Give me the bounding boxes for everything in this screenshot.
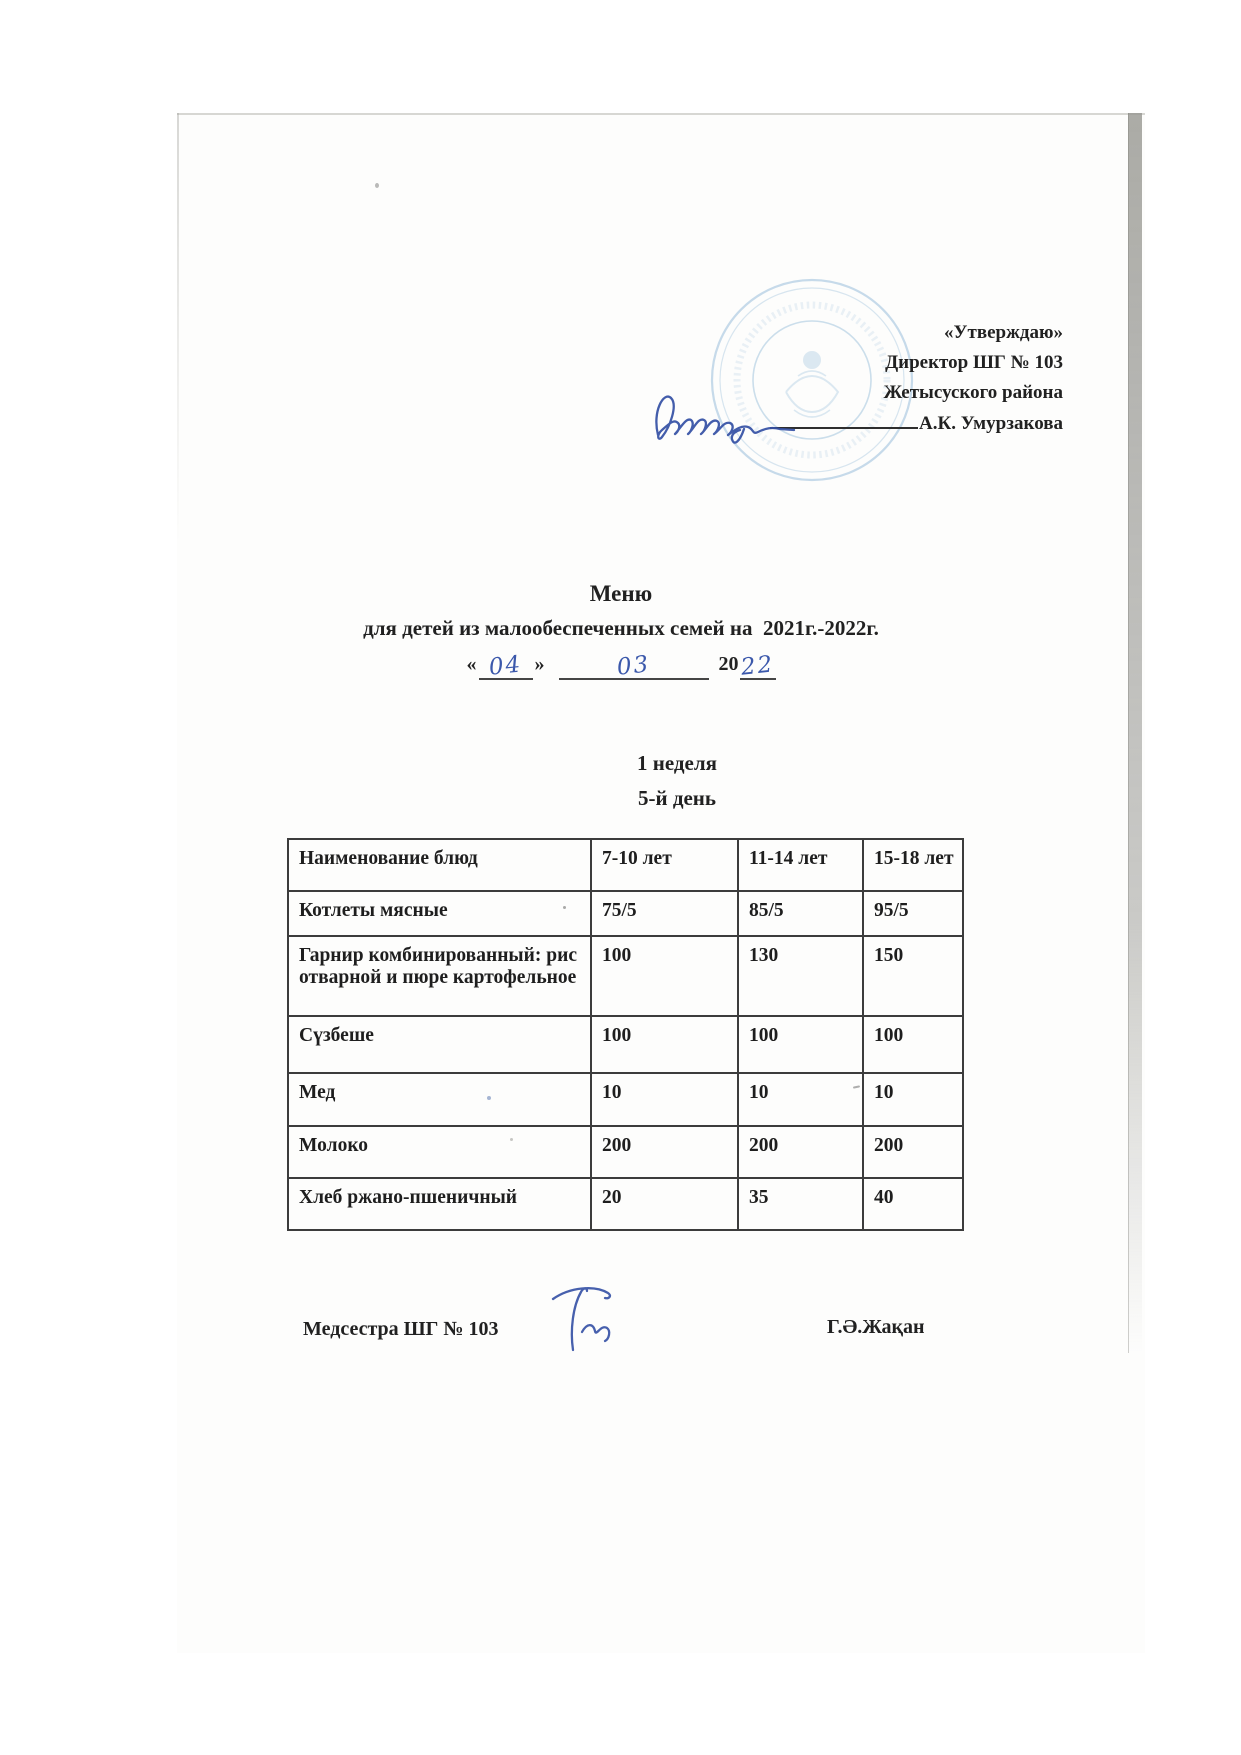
year-blank (739, 651, 776, 681)
table-row (288, 1073, 963, 1126)
table-row (288, 1016, 963, 1073)
value-cell: 150 (863, 936, 963, 1016)
nurse-signature (540, 1282, 630, 1357)
document-page (177, 113, 1145, 1653)
dish-cell: Мед (288, 1073, 591, 1126)
value-cell: 100 (591, 936, 738, 1016)
noise-speck (563, 906, 566, 909)
page-top-edge (177, 113, 1145, 115)
value-cell: 200 (738, 1126, 863, 1178)
day-blank (479, 651, 533, 681)
approval-line-director: Директор ШГ № 103 (885, 352, 1063, 373)
signature-underline (770, 408, 918, 429)
table-header-row (288, 839, 963, 891)
approval-block (770, 318, 1063, 439)
dish-cell: Гарнир комбинированный: рис отварной и пюре картофельное (288, 936, 591, 1016)
dish-cell: Хлеб ржано-пшеничный (288, 1178, 591, 1230)
value-cell: 75/5 (591, 891, 738, 936)
value-cell: 100 (863, 1016, 963, 1073)
value-cell: 10 (738, 1073, 863, 1126)
open-quote: « (466, 653, 477, 675)
table-row (288, 891, 963, 936)
table-row (288, 1126, 963, 1178)
noise-speck (487, 1096, 491, 1100)
value-cell: 200 (591, 1126, 738, 1178)
value-cell: 100 (591, 1016, 738, 1073)
table-row (288, 1178, 963, 1230)
value-cell: 200 (863, 1126, 963, 1178)
nurse-role: Медсестра ШГ № 103 (303, 1318, 499, 1340)
column-header-15-18: 15-18 лет (863, 839, 963, 891)
date-line (177, 653, 1065, 680)
dish-cell: Котлеты мясные (288, 891, 591, 936)
handwritten-year: 22 (739, 651, 776, 681)
table-row (288, 936, 963, 1016)
signatory-name: А.К. Умурзакова (919, 413, 1063, 434)
column-header-11-14: 11-14 лет (738, 839, 863, 891)
value-cell: 10 (863, 1073, 963, 1126)
value-cell: 130 (738, 936, 863, 1016)
page-edge-shadow (1128, 113, 1142, 1353)
column-header-dish: Наименование блюд (288, 839, 591, 891)
approval-line-approved: «Утверждаю» (944, 322, 1063, 343)
year-prefix: 20 (718, 653, 739, 675)
value-cell: 10 (591, 1073, 738, 1126)
approval-signature-line (770, 408, 1063, 439)
dish-cell: Молоко (288, 1126, 591, 1178)
handwritten-day: 04 (487, 651, 524, 681)
title-block (177, 581, 1065, 680)
doc-subtitle: для детей из малообеспеченных семей на 2021г.-2022г. (363, 616, 879, 640)
column-header-7-10: 7-10 лет (591, 839, 738, 891)
value-cell: 95/5 (863, 891, 963, 936)
approval-line-district: Жетысуского района (883, 382, 1063, 403)
month-blank (559, 651, 709, 681)
nurse-name: Г.Ә.Жақан (827, 1316, 925, 1338)
value-cell: 20 (591, 1178, 738, 1230)
noise-speck (375, 183, 379, 188)
value-cell: 85/5 (738, 891, 863, 936)
week-block (177, 746, 1177, 816)
value-cell: 100 (738, 1016, 863, 1073)
noise-speck (510, 1138, 513, 1141)
week-label: 1 неделя (637, 751, 717, 775)
page-left-edge (177, 113, 179, 543)
value-cell: 40 (863, 1178, 963, 1230)
close-quote: » (534, 653, 545, 675)
doc-title: Меню (589, 581, 653, 606)
handwritten-month: 03 (615, 651, 652, 681)
day-label: 5-й день (638, 786, 716, 810)
dish-cell: Сүзбеше (288, 1016, 591, 1073)
menu-table (287, 838, 964, 1231)
value-cell: 35 (738, 1178, 863, 1230)
